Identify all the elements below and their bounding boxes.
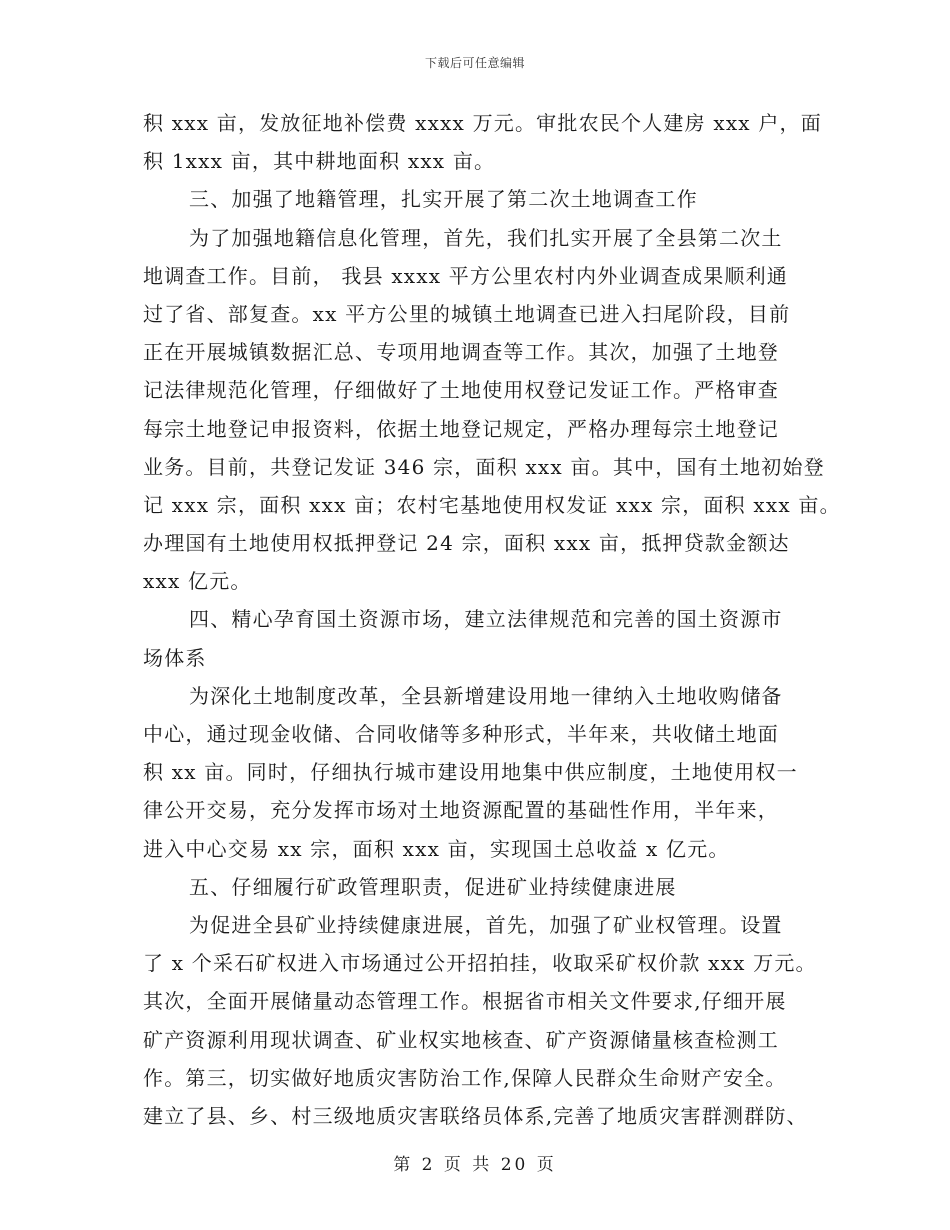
text-line: 过了省、部复查。xx 平方公里的城镇土地调查已进入扫尾阶段，目前 [143, 301, 791, 326]
page-footer: 第 2 页 共 20 页 [393, 1155, 557, 1175]
section-heading-continued: 场体系 [143, 645, 207, 670]
section-heading: 五、仔细履行矿政管理职责，促进矿业持续健康进展 [189, 874, 677, 899]
text-line: 其次，全面开展储量动态管理工作。根据省市相关文件要求,仔细开展 [143, 989, 787, 1014]
document-body [143, 104, 841, 1135]
text-line: 为深化土地制度改革，全县新增建设用地一律纳入土地收购储备 [189, 683, 783, 708]
text-line: 正在开展城镇数据汇总、专项用地调查等工作。其次，加强了土地登 [143, 340, 779, 365]
text-line: 律公开交易，充分发挥市场对土地资源配置的基础性作用，半年来， [143, 798, 779, 823]
text-line: 作。第三，切实做好地质灾害防治工作,保障人民群众生命财产安全。 [143, 1065, 787, 1090]
text-line: 积 1xxx 亩，其中耕地面积 xxx 亩。 [143, 149, 496, 174]
text-line: 记法律规范化管理，仔细做好了土地使用权登记发证工作。严格审查 [143, 378, 779, 403]
text-line: 了 x 个采石矿权进入市场通过公开招拍挂，收取采矿权价款 xxx 万元。 [143, 951, 817, 976]
text-line: 中心，通过现金收储、合同收储等多种形式，半年来，共收储土地面 [143, 722, 779, 746]
text-line: 为促进全县矿业持续健康进展，首先，加强了矿业权管理。设置 [189, 912, 783, 937]
text-line: 积 xxx 亩，发放征地补偿费 xxxx 万元。审批农民个人建房 xxx 户，面 [143, 111, 822, 135]
text-line: 地调查工作。目前， 我县 xxxx 平方公里农村内外业调查成果顺利通 [143, 263, 788, 288]
text-line: xxx 亿元。 [143, 569, 252, 594]
text-line: 记 xxx 宗，面积 xxx 亩；农村宅基地使用权发证 xxx 宗，面积 xxx 亩。 [143, 492, 841, 517]
text-line: 业务。目前，共登记发证 346 宗，面积 xxx 亩。其中，国有土地初始登 [143, 454, 825, 479]
text-line: 进入中心交易 xx 宗，面积 xxx 亩，实现国土总收益 x 亿元。 [143, 836, 730, 861]
text-line: 办理国有土地使用权抵押登记 24 宗，面积 xxx 亩，抵押贷款金额达 [143, 531, 790, 556]
page-header: 下载后可任意编辑 [424, 56, 525, 70]
text-line: 矿产资源利用现状调查、矿业权实地核查、矿产资源储量核查检测工 [143, 1027, 779, 1052]
text-line: 为了加强地籍信息化管理，首先，我们扎实开展了全县第二次土 [189, 225, 783, 250]
text-line: 积 xx 亩。同时，仔细执行城市建设用地集中供应制度，土地使用权一 [143, 760, 798, 785]
text-line: 每宗土地登记申报资料，依据土地登记规定，严格办理每宗土地登记 [143, 416, 779, 441]
section-heading: 三、加强了地籍管理，扎实开展了第二次土地调查工作 [189, 187, 698, 212]
section-heading: 四、精心孕育国土资源市场，建立法律规范和完善的国土资源市 [189, 607, 783, 632]
text-line: 建立了县、乡、村三级地质灾害联络员体系,完善了地质灾害群测群防、 [143, 1103, 808, 1128]
